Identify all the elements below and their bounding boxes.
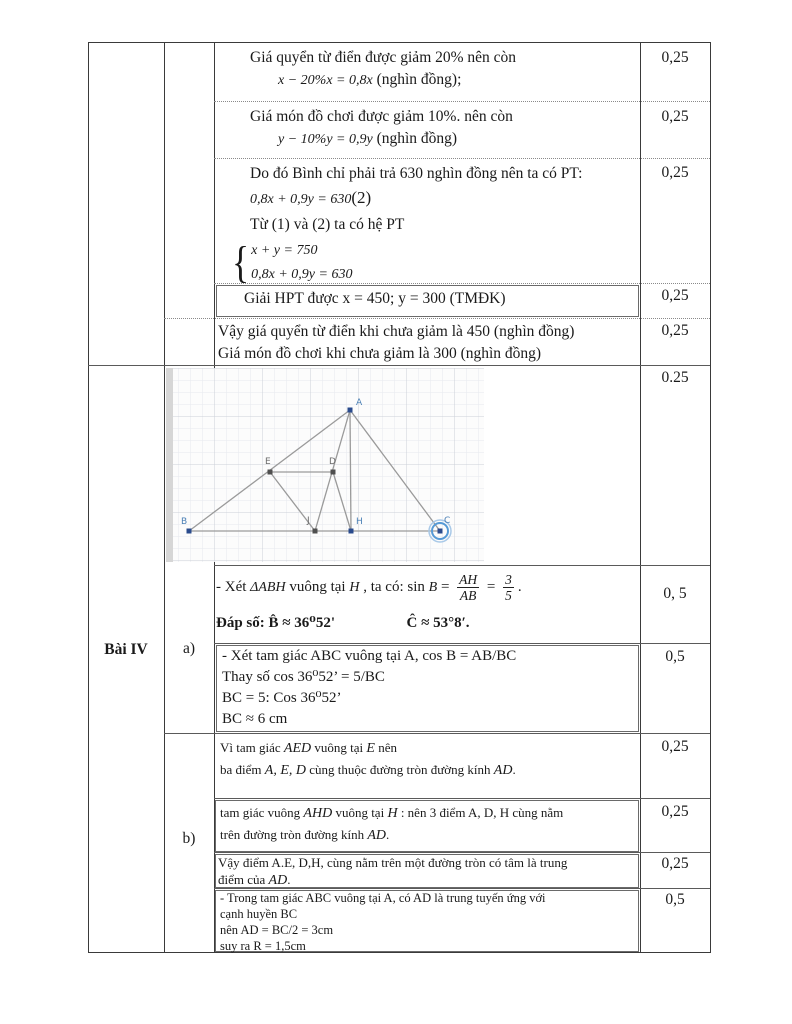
text-line: Vậy điểm A.E, D,H, cùng nằm trên một đường tròn có tâm là trung	[218, 855, 568, 870]
row-divider	[214, 643, 710, 644]
part-b-label: b)	[182, 830, 196, 847]
fraction-3-5: $\frac{3}{5}$	[505, 572, 512, 603]
row-toy-price	[214, 106, 640, 151]
formula: x − 20%x = 0,8x	[278, 73, 373, 88]
text-part: .	[386, 827, 390, 842]
text-line: cạnh huyền BC	[220, 907, 298, 921]
score-figure: 0.25	[661, 369, 689, 386]
math-var: AD	[367, 828, 387, 843]
math-var: AED	[283, 741, 312, 756]
math-var: B	[428, 579, 438, 595]
figure-label-A: A	[356, 398, 363, 408]
text-line: nên AD = BC/2 = 3cm	[220, 923, 334, 937]
text-part: vuông tại	[311, 740, 367, 755]
text-line: Giá quyển từ điển được giảm 20% nên còn	[250, 49, 517, 66]
angle-C-value: Ĉ ≈ 53°8′.	[406, 615, 470, 631]
row-radius	[220, 890, 636, 954]
point-B	[187, 529, 192, 534]
text-line: Thay số cos 36⁰52’ = 5/BC	[222, 669, 385, 685]
row-sin-solution	[216, 572, 638, 634]
part-a-label: a)	[182, 640, 196, 657]
row-circle-conclusion	[218, 854, 634, 889]
text-part: - Xét	[216, 578, 251, 595]
score-ahd: 0,25	[661, 803, 689, 820]
formula: y − 10%y = 0,9y	[278, 132, 373, 147]
row-divider	[214, 101, 710, 102]
point-E	[268, 470, 273, 475]
text-part: , ta có: sin	[359, 578, 429, 595]
math-var: ΔABH	[250, 579, 286, 595]
score-r1: 0,25	[661, 49, 689, 66]
math-var: AHD	[303, 806, 333, 821]
equals-sign: =	[486, 578, 496, 595]
text-part: =	[437, 578, 450, 595]
section-divider-bai4	[88, 365, 710, 366]
text-line: suy ra R = 1,5cm	[220, 939, 306, 953]
exercise-label: Bài IV	[104, 641, 148, 658]
figure-label-H: H	[356, 517, 363, 527]
system-eq-1: x + y = 750	[251, 243, 318, 258]
text-line: Giải HPT được x = 450; y = 300 (TMĐK)	[244, 290, 506, 307]
text-line: Từ (1) và (2) ta có hệ PT	[250, 216, 405, 233]
row-equation-system	[214, 163, 640, 287]
text-part: nên	[374, 740, 397, 755]
text-part: ba điểm	[220, 762, 265, 777]
point-J	[313, 529, 318, 534]
figure-label-E: E	[265, 457, 271, 467]
point-D	[331, 470, 336, 475]
row-solve-system	[214, 288, 640, 310]
text-line: - Trong tam giác ABC vuông tại A, có AD là trung tuyến ứng với	[220, 891, 546, 905]
brace-glyph: {	[232, 238, 250, 287]
point-A	[348, 408, 353, 413]
text-line: Do đó Bình chỉ phải trả 630 nghìn đồng nên ta có PT:	[250, 165, 583, 182]
row-divider-ab	[164, 733, 710, 734]
angle-B-value: B̂ ≈ 36⁰52'	[268, 615, 335, 631]
text-line: BC ≈ 6 cm	[222, 711, 288, 727]
formula: 0,8x + 0,9y = 630	[250, 192, 352, 207]
score-sin: 0, 5	[663, 585, 687, 602]
text-part: vuông tại	[285, 578, 350, 595]
text-part: Vì tam giác	[220, 740, 284, 755]
score-r3: 0,25	[661, 164, 689, 181]
score-r4: 0,25	[661, 287, 689, 304]
math-var: AD	[493, 763, 513, 778]
text-part: vuông tại	[332, 805, 388, 820]
figure-label-C: C	[444, 516, 451, 526]
score-trong: 0,5	[665, 891, 685, 908]
figure-label-J: J	[307, 516, 310, 526]
row-dictionary-price	[214, 47, 640, 92]
text-part: tam giác vuông	[220, 805, 304, 820]
row-cos-solution	[222, 646, 636, 730]
system-eq-2: 0,8x + 0,9y = 630	[251, 267, 353, 282]
row-aed	[220, 737, 636, 781]
row-divider	[214, 852, 710, 853]
point-C	[438, 529, 443, 534]
math-var: A, E, D	[264, 763, 306, 778]
fraction-AH-AB: $\frac{AH}{AB}$	[459, 572, 478, 603]
score-vay: 0,25	[661, 855, 689, 872]
text-line: Vậy giá quyển từ điển khi chưa giảm là 450 (nghìn đồng)	[218, 323, 575, 340]
score-cos: 0,5	[665, 648, 685, 665]
col-divider-1	[164, 42, 165, 952]
unit-text: (nghìn đồng);	[376, 71, 462, 88]
answer-label: Đáp số:	[216, 615, 269, 631]
figure-label-D: D	[329, 457, 336, 467]
math-var: H	[349, 579, 360, 595]
point-H	[349, 529, 354, 534]
answer-line	[216, 612, 638, 634]
geometry-figure	[166, 368, 484, 562]
row-conclusion	[214, 321, 640, 365]
math-var: AD	[268, 873, 288, 888]
figure-label-B: B	[181, 517, 188, 527]
equation-number: (2)	[351, 188, 372, 207]
text-part: trên đường tròn đường kính	[220, 827, 368, 842]
text-line: Giá món đồ chơi được giảm 10%. nên còn	[250, 108, 513, 125]
score-r2: 0,25	[661, 108, 689, 125]
text-line: Giá món đồ chơi khi chưa giảm là 300 (nghìn đồng)	[218, 345, 542, 362]
text-part: cùng thuộc đường tròn đường kính	[305, 762, 494, 777]
row-divider	[164, 318, 710, 319]
text-part: điểm của	[218, 872, 269, 887]
text-line: - Xét tam giác ABC vuông tại A, cos B = AB/BC	[222, 648, 517, 664]
period: .	[517, 578, 522, 595]
row-divider	[214, 565, 710, 566]
math-var: H	[387, 806, 398, 821]
text-part: : nên 3 điểm A, D, H cùng nằm	[397, 805, 564, 820]
system-of-equations	[214, 239, 640, 287]
text-part: .	[287, 872, 291, 887]
row-ahd	[220, 802, 632, 846]
text-part: .	[512, 762, 516, 777]
figure-left-edge	[166, 368, 173, 562]
text-line: BC = 5: Cos 36⁰52’	[222, 690, 342, 706]
score-aed: 0,25	[661, 738, 689, 755]
math-var: E	[366, 741, 375, 756]
row-divider	[214, 798, 710, 799]
row-divider	[214, 158, 710, 159]
score-r5: 0,25	[661, 322, 689, 339]
unit-text: (nghìn đồng)	[376, 130, 458, 147]
